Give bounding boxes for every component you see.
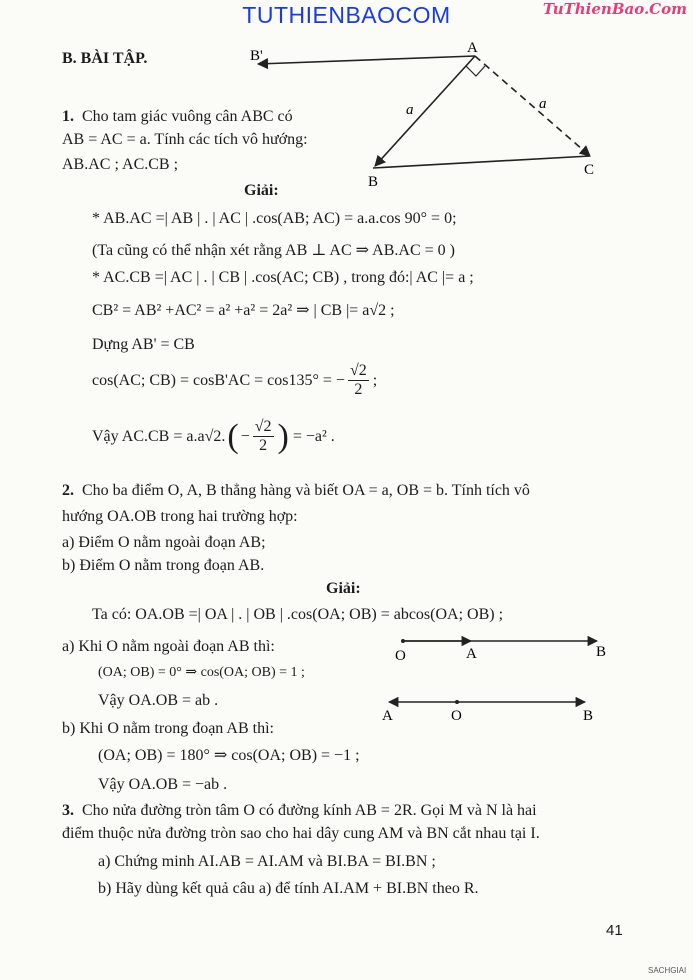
label-side-a-left: a bbox=[406, 102, 414, 118]
problem2-statement-line1: 2. Cho ba điểm O, A, B thẳng hàng và biết OA = a, OB = b. Tính tích vô bbox=[62, 482, 530, 499]
problem1-line2: (Ta cũng có thể nhận xét rằng AB ⊥ AC ⇒ AB.AC = 0 ) bbox=[92, 242, 455, 259]
top-label-o: O bbox=[395, 648, 406, 664]
problem1-line4: CB² = AB² +AC² = a² +a² = 2a² ⇒ | CB |= a√2 ; bbox=[92, 302, 395, 319]
problem1-solution-title: Giải: bbox=[244, 182, 279, 199]
label-b-prime-point: B' bbox=[250, 48, 263, 64]
problem2-sol-b2: (OA; OB) = 180° ⇒ cos(OA; OB) = −1 ; bbox=[98, 747, 360, 764]
vector-ac bbox=[475, 56, 590, 156]
problem3-part-a: a) Chứng minh AI.AB = AI.AM và BI.BA = BI.BN ; bbox=[98, 853, 436, 870]
problem1-statement-line1: 1. Cho tam giác vuông cân ABC có bbox=[62, 108, 293, 125]
top-label-a: A bbox=[466, 646, 477, 662]
problem3-part-b: b) Hãy dùng kết quả câu a) để tính AI.AM + BI.BN theo R. bbox=[98, 880, 479, 897]
section-title: B. BÀI TẬP. bbox=[62, 50, 148, 67]
problem2-case-b: b) Điểm O nằm trong đoạn AB. bbox=[62, 557, 265, 574]
problem2-solution-title: Giải: bbox=[326, 580, 361, 597]
problem1-statement-line2: AB = AC = a. Tính các tích vô hướng: bbox=[62, 131, 308, 148]
problem2-sol-a3: Vậy OA.OB = ab . bbox=[98, 692, 219, 709]
problem3-statement-line1: 3. Cho nửa đường tròn tâm O có đường kính AB = 2R. Gọi M và N là hai bbox=[62, 802, 537, 819]
bottom-label-o: O bbox=[451, 708, 462, 724]
label-b-point: B bbox=[368, 174, 379, 190]
problem2-sol-a2: (OA; OB) = 0° ⇒ cos(OA; OB) = 1 ; bbox=[98, 665, 305, 680]
problem2-sol-b3: Vậy OA.OB = −ab . bbox=[98, 776, 228, 793]
problem1-statement-line3: AB.AC ; AC.CB ; bbox=[62, 156, 179, 173]
problem3-statement-line2: điểm thuộc nửa đường tròn sao cho hai dây cung AM và BN cắt nhau tại I. bbox=[62, 825, 540, 842]
problem1-line6: cos(AC; CB) = cosB'AC = cos135° = − $\frac{√2}{2}$ ; bbox=[92, 362, 378, 398]
problem2-case-a: a) Điểm O nằm ngoài đoạn AB; bbox=[62, 534, 266, 551]
problem2-sol-a1: a) Khi O nằm ngoài đoạn AB thì: bbox=[62, 638, 275, 655]
page-number: 41 bbox=[606, 922, 623, 939]
vector-ab-prime bbox=[258, 56, 475, 64]
triangle-figure bbox=[240, 40, 620, 190]
label-c-point: C bbox=[584, 162, 595, 178]
problem2-statement-line2: hướng OA.OB trong hai trường hợp: bbox=[62, 508, 298, 525]
problem2-sol-b1: b) Khi O nằm trong đoạn AB thì: bbox=[62, 720, 274, 737]
problem1-line1: * AB.AC =| AB | . | AC | .cos(AB; AC) = a.a.cos 90° = 0; bbox=[92, 210, 457, 227]
number-lines-figure bbox=[382, 632, 615, 732]
problem1-line7: Vậy AC.CB = a.a√2. ( − $\frac{√2}{2}$ ) = −a² . bbox=[92, 417, 335, 455]
label-a-point: A bbox=[467, 40, 478, 56]
vector-ab bbox=[375, 56, 475, 166]
footer-brand-logo: SACHGIAI bbox=[648, 966, 687, 975]
problem1-line3: * AC.CB =| AC | . | CB | .cos(AC; CB) , trong đó:| AC |= a ; bbox=[92, 269, 474, 286]
bottom-label-b: B bbox=[583, 708, 594, 724]
site-title: TUTHIENBAOCOM bbox=[242, 2, 451, 28]
bottom-label-a: A bbox=[382, 708, 393, 724]
brand-logo: TuThienBao.Com bbox=[542, 0, 687, 18]
label-side-a-right: a bbox=[539, 96, 547, 112]
problem2-line1: Ta có: OA.OB =| OA | . | OB | .cos(OA; OB) = abcos(OA; OB) ; bbox=[92, 606, 504, 623]
top-label-b: B bbox=[596, 644, 607, 660]
problem1-line5: Dựng AB' = CB bbox=[92, 336, 195, 353]
